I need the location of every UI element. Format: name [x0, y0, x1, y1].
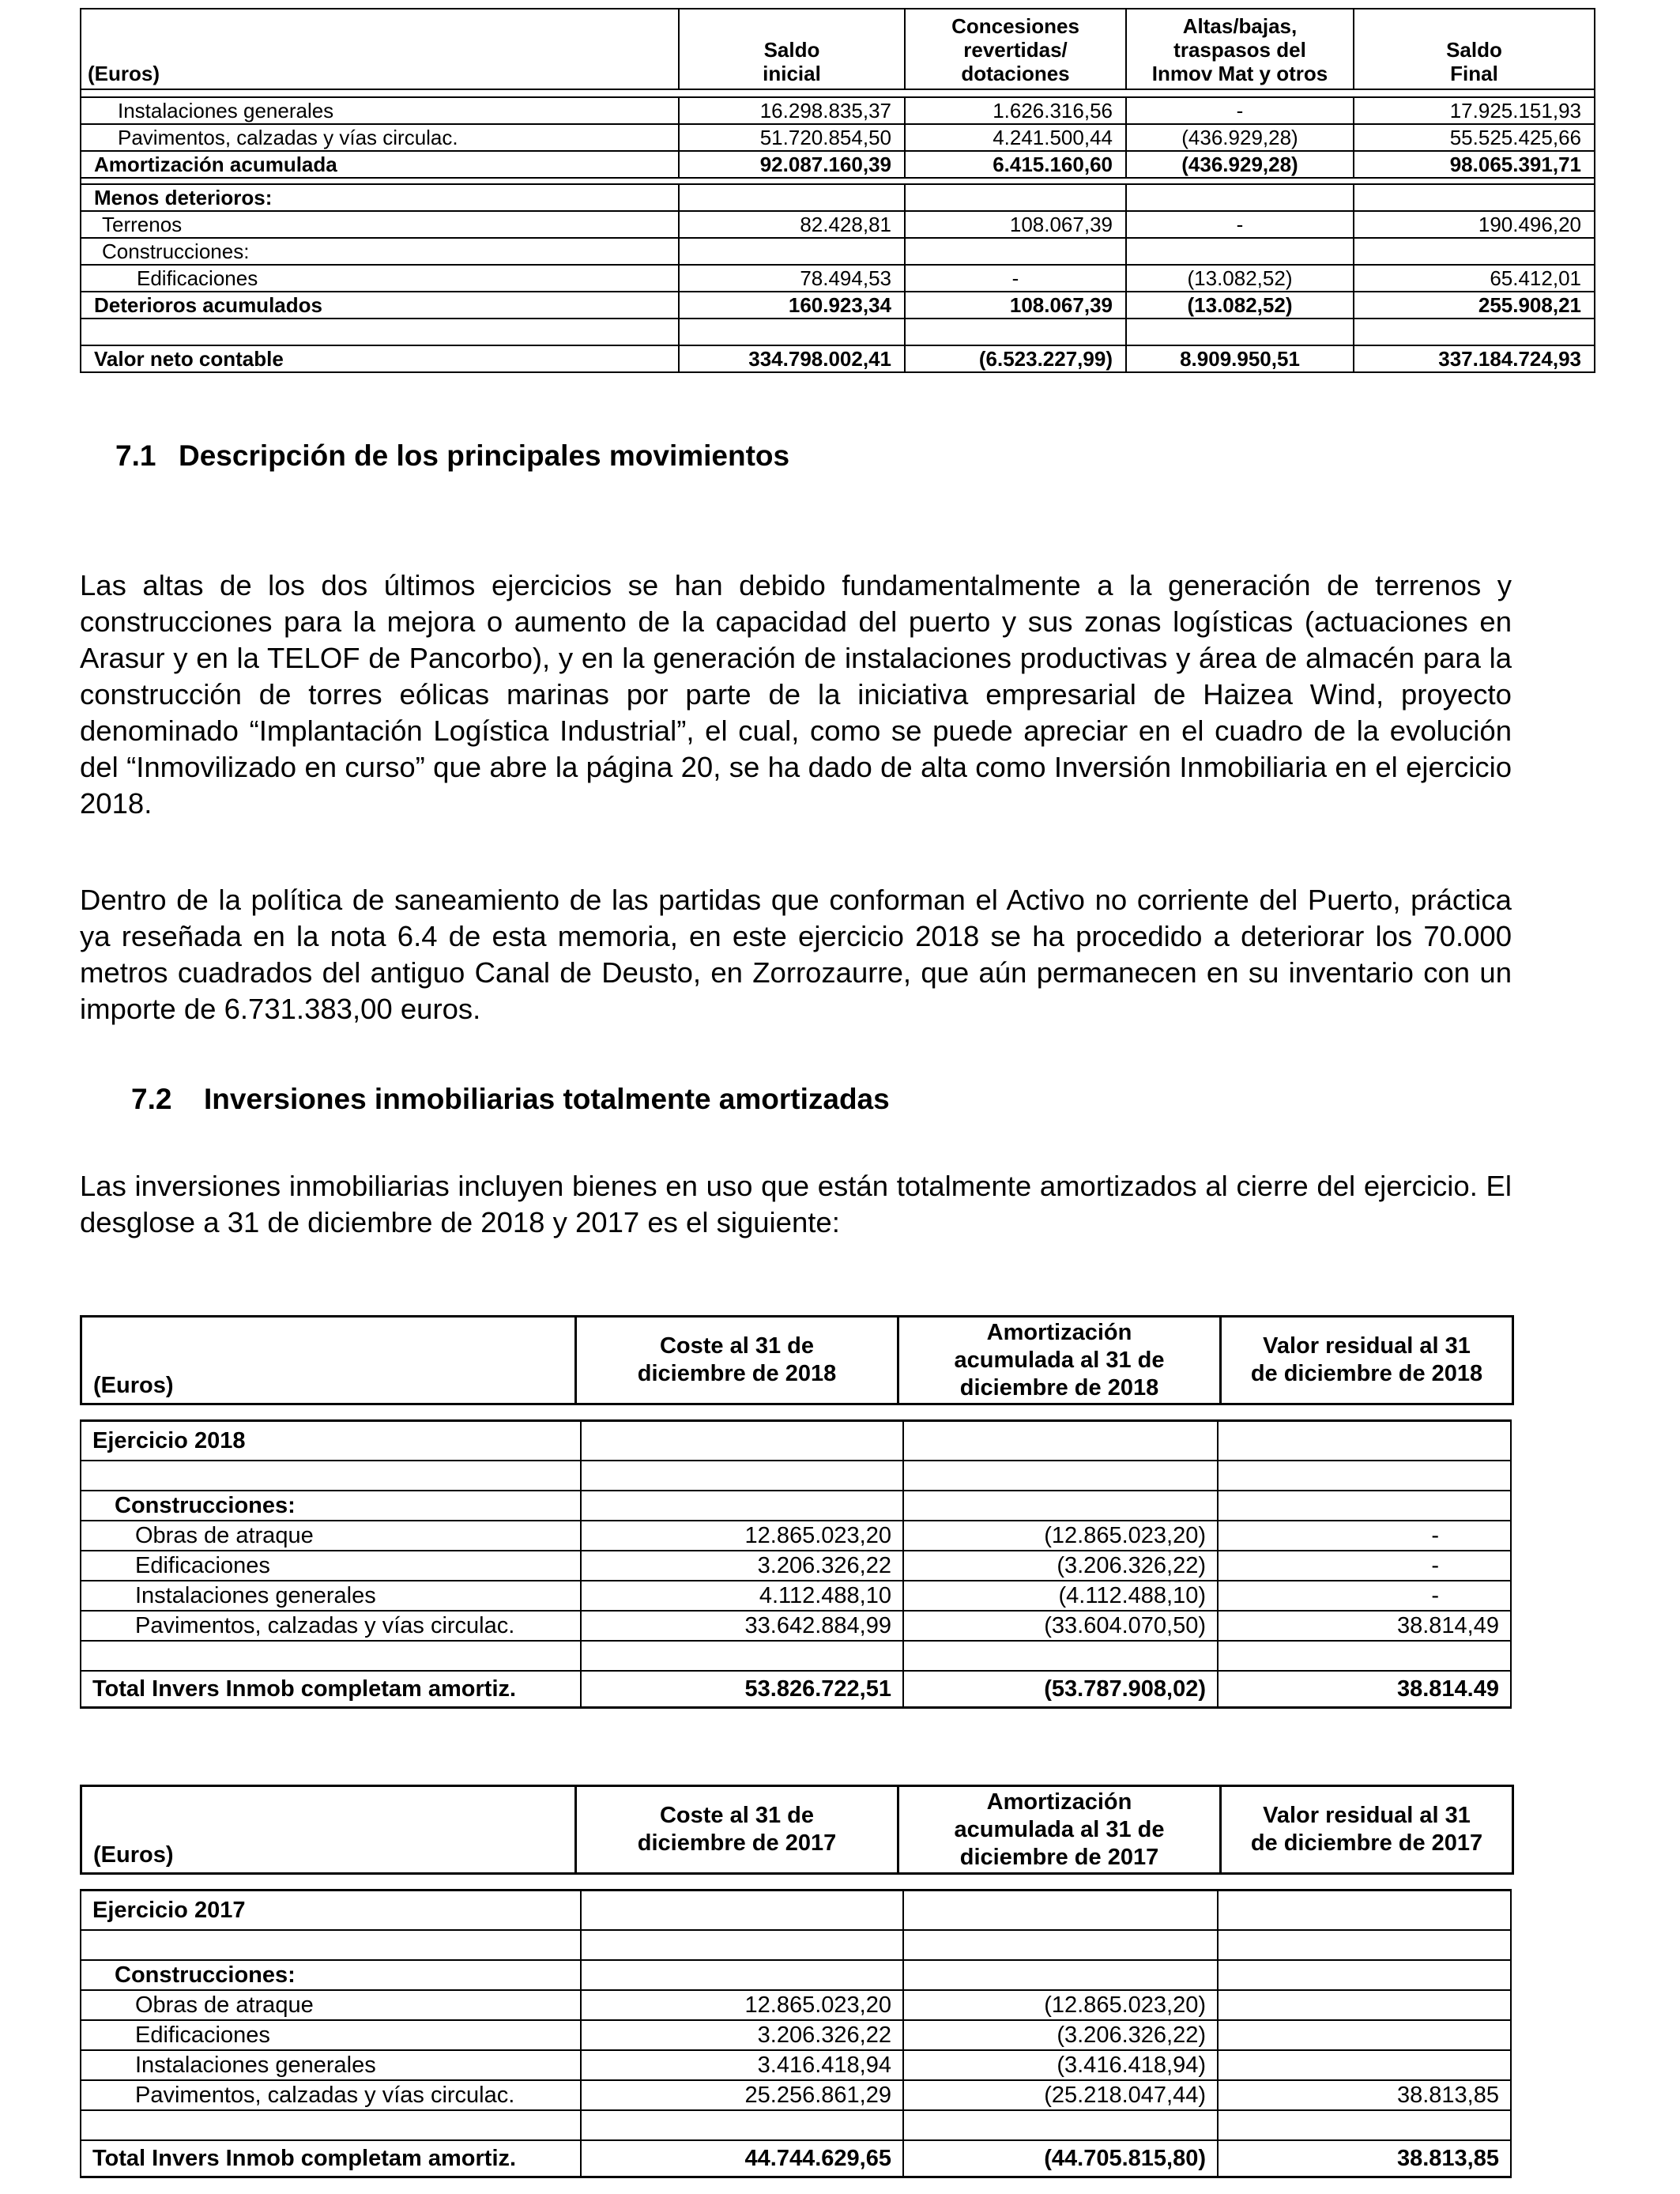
table-row: Menos deterioros:: [81, 184, 1595, 211]
table-row: Instalaciones generales 4.112.488,10 (4.112.488,10) -: [81, 1581, 1511, 1611]
table-row: Edificaciones 3.206.326,22 (3.206.326,22) -: [81, 1551, 1511, 1581]
section-heading-7-1: 7.1 Descripción de los principales movimientos: [115, 439, 790, 472]
table-row: Obras de atraque 12.865.023,20 (12.865.023,20): [81, 1990, 1511, 2020]
table-row-total: Valor neto contable 334.798.002,41 (6.523.227,99) 8.909.950,51 337.184.724,93: [81, 345, 1595, 372]
paragraph-inversiones: Las inversiones inmobiliarias incluyen bienes en uso que están totalmente amortizados al cierre del ejercicio. El desglose a 31 de diciembre de 2018 y 2017 es el siguiente:: [80, 1170, 1512, 1238]
movements-table-header: [81, 9, 1595, 89]
table-row: Edificaciones 3.206.326,22 (3.206.326,22): [81, 2020, 1511, 2050]
header-altas-bajas: Altas/bajas, traspasos del Inmov Mat y otros: [1126, 9, 1354, 89]
table-row: Construcciones:: [81, 1491, 1511, 1521]
header-euros: (Euros): [81, 9, 679, 89]
movements-table: [80, 8, 1595, 373]
table-2017-header: (Euros) Coste al 31 de diciembre de 2017 Amortización acumulada al 31 de diciembre de 2017 Valor residual al 31 de diciembre de 2017: [80, 1785, 1514, 1875]
table-row: Instalaciones generales 16.298.835,37 1.626.316,56 - 17.925.151,93: [81, 97, 1595, 124]
header-concesiones: Concesiones revertidas/ dotaciones: [905, 9, 1126, 89]
table-row-total: Total Invers Inmob completam amortiz. 44.744.629,65 (44.705.815,80) 38.813,85: [81, 2140, 1511, 2177]
table-title-row: Ejercicio 2017: [81, 1891, 1511, 1931]
table-row: Pavimentos, calzadas y vías circulac. 25.256.861,29 (25.218.047,44) 38.813,85: [81, 2080, 1511, 2110]
section-heading-7-2: 7.2 Inversiones inmobiliarias totalmente amortizadas: [131, 1083, 890, 1115]
table-2017-body: [80, 1889, 1512, 2178]
table-2018-header: (Euros) Coste al 31 de diciembre de 2018 Amortización acumulada al 31 de diciembre de 2018 Valor residual al 31 de diciembre de 2018: [80, 1315, 1514, 1405]
table-title-row: Ejercicio 2018: [81, 1421, 1511, 1461]
header-saldo-final: Saldo Final: [1354, 9, 1595, 89]
table-row: Obras de atraque 12.865.023,20 (12.865.023,20) -: [81, 1521, 1511, 1551]
table-row: Instalaciones generales 3.416.418,94 (3.416.418,94): [81, 2050, 1511, 2080]
table-row: Pavimentos, calzadas y vías circulac. 51.720.854,50 4.241.500,44 (436.929,28) 55.525.425,66: [81, 124, 1595, 151]
table-row: Edificaciones 78.494,53 - (13.082,52) 65.412,01: [81, 265, 1595, 292]
table-row: Terrenos 82.428,81 108.067,39 - 190.496,20: [81, 211, 1595, 238]
paragraph-saneamiento: Dentro de la política de saneamiento de las partidas que conforman el Activo no corriente del Puerto, práctica ya reseñada en la nota 6.4 de esta memoria, en este ejercicio 2018 se ha procedido a deteriorar los 70.000 metros cuadrados del antiguo Canal de Deusto, en Zorrozaurre, que aún permanecen en su inventario con un importe de 6.731.383,00 euros.: [80, 884, 1512, 1025]
table-row-total: Total Invers Inmob completam amortiz. 53.826.722,51 (53.787.908,02) 38.814.49: [81, 1671, 1511, 1708]
table-row-total: Amortización acumulada 92.087.160,39 6.415.160,60 (436.929,28) 98.065.391,71: [81, 151, 1595, 178]
table-2018-body: [80, 1419, 1512, 1709]
paragraph-altas: Las altas de los dos últimos ejercicios se han debido fundamentalmente a la generación de terrenos y construcciones para la mejora o aumento de la capacidad del puerto y sus zonas logísticas (actuaciones en Arasur y en la TELOF de Pancorbo), y en la generación de instalaciones productivas y área de almacén para la construcción de torres eólicas marinas por parte de la iniciativa empresarial de Haizea Wind, proyecto denominado “Implantación Logística Industrial”, el cual, como se puede apreciar en el cuadro de la evolución del “Inmovilizado en curso” que abre la página 20, se ha dado de alta como Inversión Inmobiliaria en el ejercicio 2018.: [80, 569, 1512, 820]
table-row: Pavimentos, calzadas y vías circulac. 33.642.884,99 (33.604.070,50) 38.814,49: [81, 1611, 1511, 1641]
table-row: Construcciones:: [81, 1960, 1511, 1990]
header-saldo-inicial: Saldo inicial: [679, 9, 905, 89]
table-row-total: Deterioros acumulados 160.923,34 108.067,39 (13.082,52) 255.908,21: [81, 292, 1595, 319]
table-row: Construcciones:: [81, 238, 1595, 265]
